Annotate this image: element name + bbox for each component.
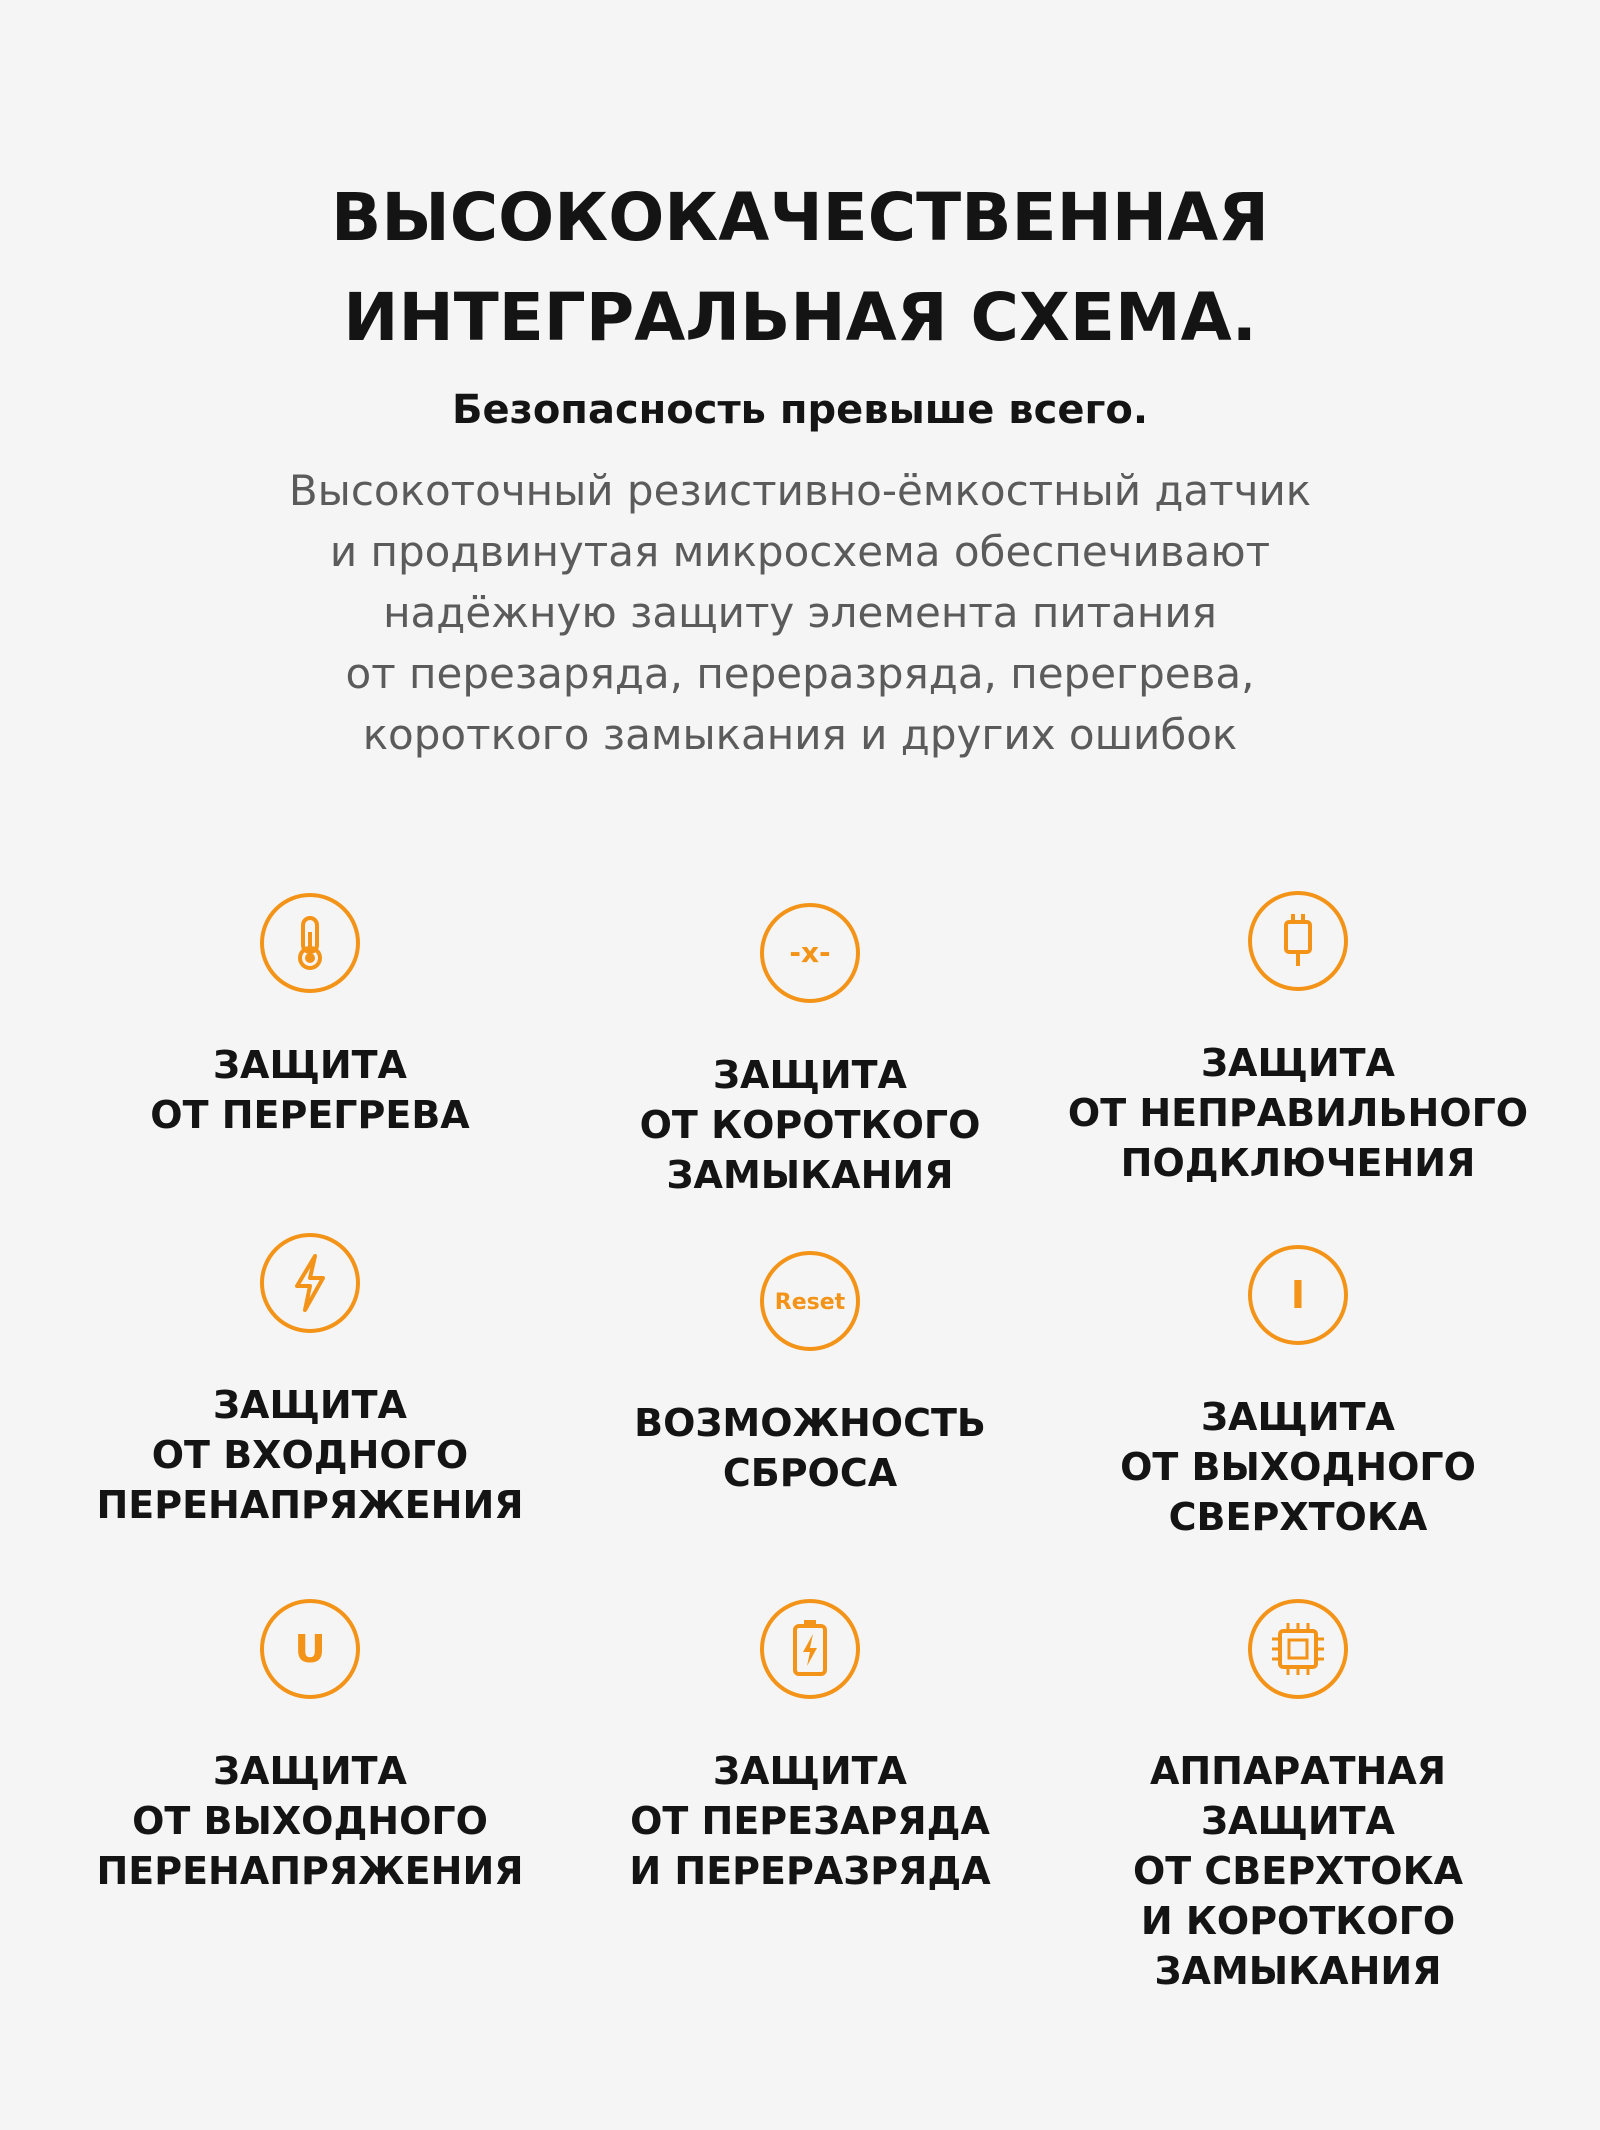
- label-line: ОТ КОРОТКОГО: [639, 1103, 981, 1147]
- feature-output-overvoltage-protection: [60, 1598, 560, 1896]
- label-line: ЗАМЫКАНИЯ: [1154, 1949, 1442, 1993]
- feature-label: [560, 1746, 1060, 1896]
- label-line: ОТ СВЕРХТОКА: [1132, 1849, 1464, 1893]
- feature-label: [1048, 1038, 1548, 1188]
- page-title: [0, 168, 1600, 368]
- feature-label: [560, 1050, 1060, 1200]
- label-line: ЗАЩИТА: [713, 1749, 907, 1793]
- icon-text: Reset: [774, 1290, 846, 1315]
- label-line: ОТ ВХОДНОГО: [151, 1433, 469, 1477]
- label-line: ОТ ВЫХОДНОГО: [132, 1799, 488, 1843]
- description-line: надёжную защиту элемента питания: [383, 588, 1217, 637]
- feature-label: [1048, 1392, 1548, 1542]
- feature-label: [1048, 1746, 1548, 1996]
- lightning-icon: [259, 1232, 361, 1334]
- feature-overheat-protection: [60, 892, 560, 1140]
- feature-short-circuit-protection: [560, 902, 1060, 1200]
- label-line: ПЕРЕНАПРЯЖЕНИЯ: [96, 1849, 524, 1893]
- label-line: И ПЕРЕРАЗРЯДА: [629, 1849, 991, 1893]
- current-icon: [1247, 1244, 1349, 1346]
- feature-label: [60, 1380, 560, 1530]
- label-line: ОТ НЕПРАВИЛЬНОГО: [1067, 1091, 1529, 1135]
- description-line: короткого замыкания и других ошибок: [362, 710, 1238, 759]
- label-line: ОТ ВЫХОДНОГО: [1120, 1445, 1476, 1489]
- label-line: И КОРОТКОГО: [1140, 1899, 1456, 1943]
- icon-text: I: [1290, 1273, 1306, 1317]
- label-line: СБРОСА: [722, 1451, 898, 1495]
- feature-hardware-protection: [1048, 1598, 1548, 1996]
- label-line: СВЕРХТОКА: [1168, 1495, 1428, 1539]
- label-line: ЗАЩИТА: [213, 1383, 407, 1427]
- page-subtitle: Безопасность превыше всего.: [451, 387, 1149, 433]
- chip-icon: [1247, 1598, 1349, 1700]
- label-line: ЗАЩИТА: [213, 1043, 407, 1087]
- label-line: ЗАЩИТА: [213, 1749, 407, 1793]
- description-line: от перезаряда, переразряда, перегрева,: [345, 649, 1255, 698]
- label-line: ЗАЩИТА: [713, 1053, 907, 1097]
- label-line: ЗАМЫКАНИЯ: [666, 1153, 954, 1197]
- battery-icon: [759, 1598, 861, 1700]
- feature-output-overcurrent-protection: [1048, 1244, 1548, 1542]
- description-line: и продвинутая микросхема обеспечивают: [329, 527, 1271, 576]
- description-line: Высокоточный резистивно-ёмкостный датчик: [288, 466, 1312, 515]
- feature-label: [560, 1398, 1060, 1498]
- voltage-icon: [259, 1598, 361, 1700]
- label-line: ЗАЩИТА: [1201, 1395, 1395, 1439]
- label-line: ПЕРЕНАПРЯЖЕНИЯ: [96, 1483, 524, 1527]
- reset-icon: [759, 1250, 861, 1352]
- label-line: ПОДКЛЮЧЕНИЯ: [1120, 1141, 1476, 1185]
- title-line: ИНТЕГРАЛЬНАЯ СХЕМА.: [343, 279, 1257, 356]
- label-line: ЗАЩИТА: [1201, 1041, 1395, 1085]
- description: [0, 460, 1600, 765]
- feature-overcharge-overdischarge-protection: [560, 1598, 1060, 1896]
- feature-reset-capability: [560, 1250, 1060, 1498]
- label-line: ВОЗМОЖНОСТЬ: [634, 1401, 986, 1445]
- label-line: ОТ ПЕРЕГРЕВА: [150, 1093, 470, 1137]
- thermometer-icon: [259, 892, 361, 994]
- title-line: ВЫСОКОКАЧЕСТВЕННАЯ: [331, 179, 1269, 256]
- short-circuit-icon: [759, 902, 861, 1004]
- icon-text: -x-: [789, 936, 831, 969]
- icon-text: U: [294, 1627, 326, 1671]
- feature-wrong-connection-protection: [1048, 890, 1548, 1188]
- feature-label: [60, 1746, 560, 1896]
- feature-input-overvoltage-protection: [60, 1232, 560, 1530]
- feature-label: [60, 1040, 560, 1140]
- label-line: ЗАЩИТА: [1201, 1799, 1395, 1843]
- label-line: ОТ ПЕРЕЗАРЯДА: [630, 1799, 990, 1843]
- connector-icon: [1247, 890, 1349, 992]
- label-line: АППАРАТНАЯ: [1149, 1749, 1447, 1793]
